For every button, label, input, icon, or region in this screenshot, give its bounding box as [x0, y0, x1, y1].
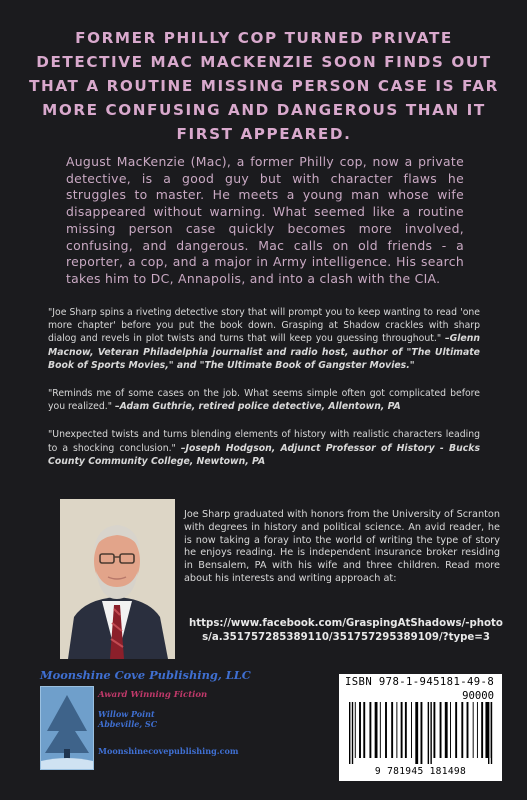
isbn-barcode: [339, 674, 502, 781]
review-quote-3: [48, 428, 480, 468]
barcode-bar: [355, 702, 356, 758]
barcode-bar: [445, 702, 448, 758]
barcode-bar: [461, 702, 463, 758]
publisher-award: Award Winning Fiction: [98, 690, 208, 700]
publisher-website[interactable]: Moonshinecovepublishing.com: [98, 746, 239, 756]
barcode-bar: [481, 702, 483, 758]
author-bio: Joe Sharp graduated with honors from the University of Scranton with degrees in history and political science. An avid reader, he is now taking a foray into the world of writing the type of story he enjoys reading. He is independent insurance broker residing in Bensalem, PA with his wife and three children. Read more about his interests and writing approach at:: [184, 509, 500, 584]
barcode-bar: [455, 702, 457, 758]
barcode-bar: [477, 702, 478, 758]
barcode-bar: [375, 702, 378, 758]
price-code: 90000: [462, 690, 494, 702]
barcode-bar: [473, 702, 474, 758]
barcode-bar: [450, 702, 451, 758]
quote-text: "Reminds me of some cases on the job. What seems simple often got complicated before you realized.": [48, 388, 480, 413]
tree-icon: [41, 687, 93, 769]
book-blurb: August MacKenzie (Mac), a former Philly cop, now a private detective, is a good guy but with character flaws he struggles to master. He meets a young man whose wife disappeared without warning. What seemed like a routine missing person case quickly becomes more involved, confusing, and dangerous. Mac calls on old friends - a reporter, a cop, and a major in Army intelligence. His search takes him to DC, Annapolis, and into a clash with the CIA.: [66, 154, 464, 286]
author-portrait-illustration: [60, 499, 175, 659]
quote-attribution: –Joseph Hodgson, Adjunct Professor of History - Bucks County Community College, Newtown, PA: [48, 442, 480, 467]
barcode-bar: [380, 702, 381, 758]
quote-attribution: –Adam Guthrie, retired police detective, Allentown, PA: [114, 401, 401, 413]
publisher-logo: [40, 686, 94, 770]
barcode-bar: [385, 702, 387, 758]
barcode-bar: [405, 702, 407, 758]
quote-attribution: –Glenn Macnow, Veteran Philadelphia journalist and radio host, author of "The Ultimate Book of Sports Movies," and "The Ultimate Book of Gangster Movies.": [48, 333, 480, 371]
quote-text: "Joe Sharp spins a riveting detective story that will prompt you to keep wanting to read 'one more chapter' before you put the book down. Grasping at Shadow crackles with sharp dialog and revels in plot twists and turns that will keep you guessing throughout.": [48, 307, 480, 345]
review-quote-2: [48, 387, 480, 413]
quote-text: "Unexpected twists and turns blending elements of history with realistic characters leading to a shocking conclusion.": [48, 429, 480, 454]
publisher-block: [40, 668, 260, 756]
barcode-bar: [430, 702, 431, 764]
barcode-bars: [347, 702, 494, 764]
review-quote-1: [48, 306, 480, 372]
barcode-bar: [359, 702, 361, 758]
publisher-location-line2: Abbeville, SC: [98, 719, 158, 729]
publisher-location: [98, 709, 218, 729]
barcode-bar: [440, 702, 442, 758]
barcode-bar: [421, 702, 423, 764]
barcode-bar: [428, 702, 429, 764]
barcode-bar: [491, 702, 492, 764]
barcode-bar: [363, 702, 365, 758]
barcode-bar: [411, 702, 412, 758]
barcode-bar: [415, 702, 418, 764]
review-quotes: [48, 306, 480, 483]
barcode-bar: [396, 702, 397, 758]
isbn-label: ISBN 978-1-945181-49-8: [345, 676, 495, 688]
barcode-bar: [401, 702, 403, 758]
author-photo: [60, 499, 175, 659]
barcode-bar: [391, 702, 393, 758]
barcode-bar: [352, 702, 353, 764]
barcode-digits: 9 781945 181498: [374, 766, 467, 777]
publisher-location-line1: Willow Point: [98, 709, 155, 719]
barcode-bar: [349, 702, 350, 764]
barcode-bar: [369, 702, 371, 758]
barcode-bar: [467, 702, 469, 758]
barcode-bar: [488, 702, 489, 764]
publisher-name: Moonshine Cove Publishing, LLC: [40, 668, 251, 682]
barcode-bar: [485, 702, 488, 758]
headline: FORMER PHILLY COP TURNED PRIVATE DETECTIVE MAC MACKENZIE SOON FINDS OUT THAT A ROUTINE MISSING PERSON CASE IS FAR MORE CONFUSING AND DANGEROUS THAN IT FIRST APPEARED.: [29, 29, 499, 143]
barcode-bar: [433, 702, 435, 758]
author-facebook-link[interactable]: https://www.facebook.com/GraspingAtShadows/-photos/a.351757285389110/351757295389109/?type=3: [189, 618, 503, 643]
